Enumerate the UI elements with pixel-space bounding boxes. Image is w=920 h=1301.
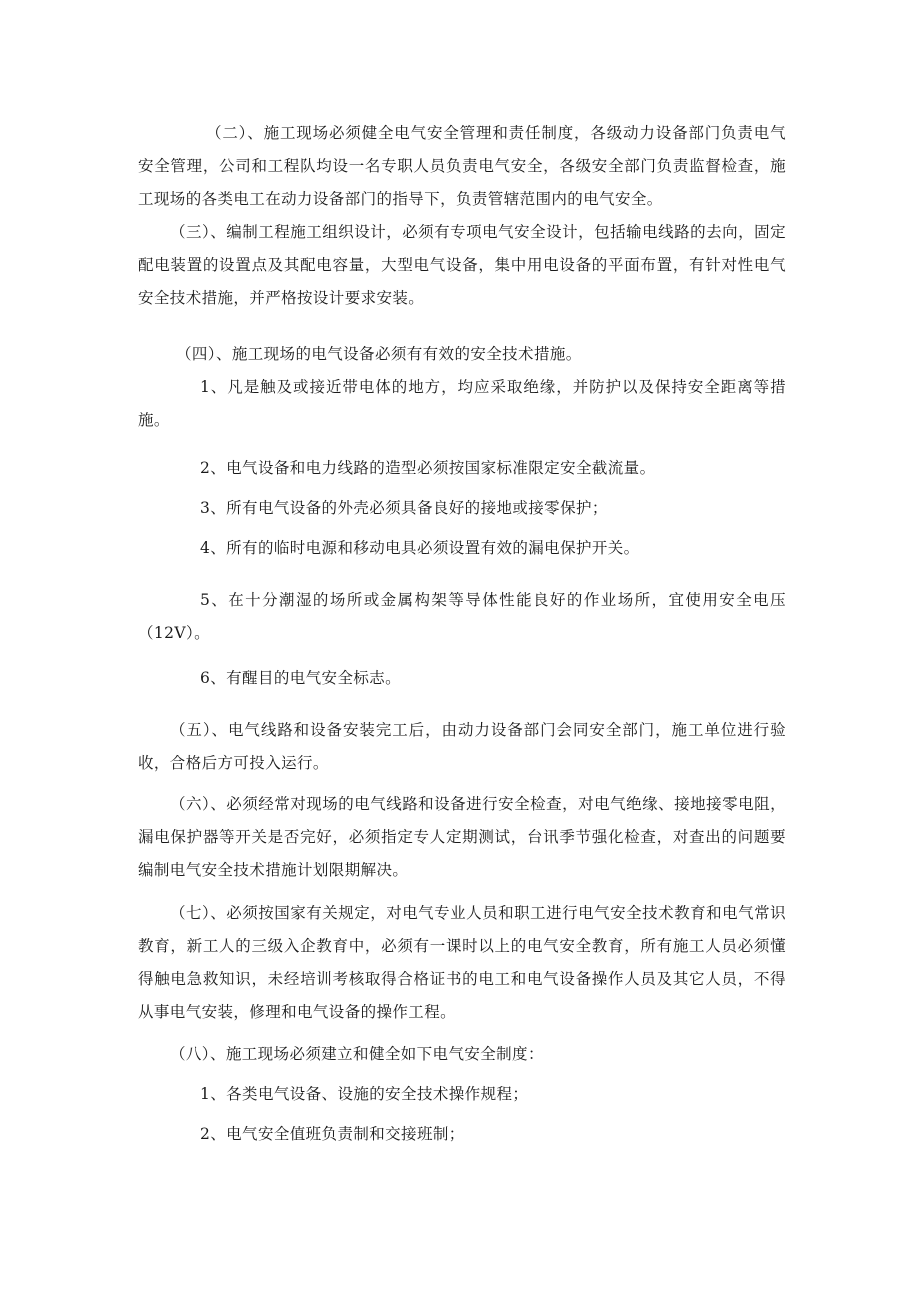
list-item-4-3: 3、所有电气设备的外壳必须具备良好的接地或接零保护； bbox=[200, 499, 608, 517]
paragraph-section-7: （七）、必须按国家有关规定，对电气专业人员和职工进行电气安全技术教育和电气常识教育，新工人的三级入企教育中，必须有一课时以上的电气安全教育，所有施工人员必须懂得触电急救知识，未经培训考核取得合格证书的电工和电气设备操作人员及其它人员，不得从事电气安装，修理和电气设备的操作工程。 bbox=[138, 904, 786, 1021]
list-item-4-4: 4、所有的临时电源和移动电具必须设置有效的漏电保护开关。 bbox=[200, 539, 640, 557]
paragraph-section-5: （五）、电气线路和设备安装完工后，由动力设备部门会同安全部门，施工单位进行验收，合格后方可投入运行。 bbox=[138, 721, 786, 772]
list-item-4-5: 5、在十分潮湿的场所或金属构架等导体性能良好的作业场所，宜使用安全电压（12V）。 bbox=[138, 591, 786, 642]
list-item-4-6: 6、有醒目的电气安全标志。 bbox=[200, 669, 402, 687]
paragraph-section-6: （六）、必须经常对现场的电气线路和设备进行安全检查，对电气绝缘、接地接零电阻，漏电保护器等开关是否完好，必须指定专人定期测试，台讯季节强化检查，对查出的问题要编制电气安全技术措施计划限期解决。 bbox=[138, 795, 786, 879]
list-item-4-2: 2、电气设备和电力线路的造型必须按国家标准限定安全截流量。 bbox=[200, 459, 656, 477]
paragraph-section-2: （二）、施工现场必须健全电气安全管理和责任制度，各级动力设备部门负责电气安全管理，公司和工程队均设一名专职人员负责电气安全，各级安全部门负责监督检查，施工现场的各类电工在动力设备部门的指导下，负责管辖范围内的电气安全。 bbox=[138, 124, 786, 208]
paragraph-section-3: （三）、编制工程施工组织设计，必须有专项电气安全设计，包括输电线路的去向，固定配电装置的设置点及其配电容量，大型电气设备，集中用电设备的平面布置，有针对性电气安全技术措施，并严格按设计要求安装。 bbox=[138, 223, 786, 307]
list-item-4-1: 1、凡是触及或接近带电体的地方，均应采取绝缘，并防护以及保持安全距离等措施。 bbox=[138, 378, 786, 429]
paragraph-section-4: （四）、施工现场的电气设备必须有有效的安全技术措施。 bbox=[176, 345, 582, 363]
list-item-8-2: 2、电气安全值班负责制和交接班制； bbox=[200, 1125, 465, 1143]
list-item-8-1: 1、各类电气设备、设施的安全技术操作规程； bbox=[200, 1085, 529, 1103]
paragraph-section-8: （八）、施工现场必须建立和健全如下电气安全制度： bbox=[170, 1045, 544, 1063]
